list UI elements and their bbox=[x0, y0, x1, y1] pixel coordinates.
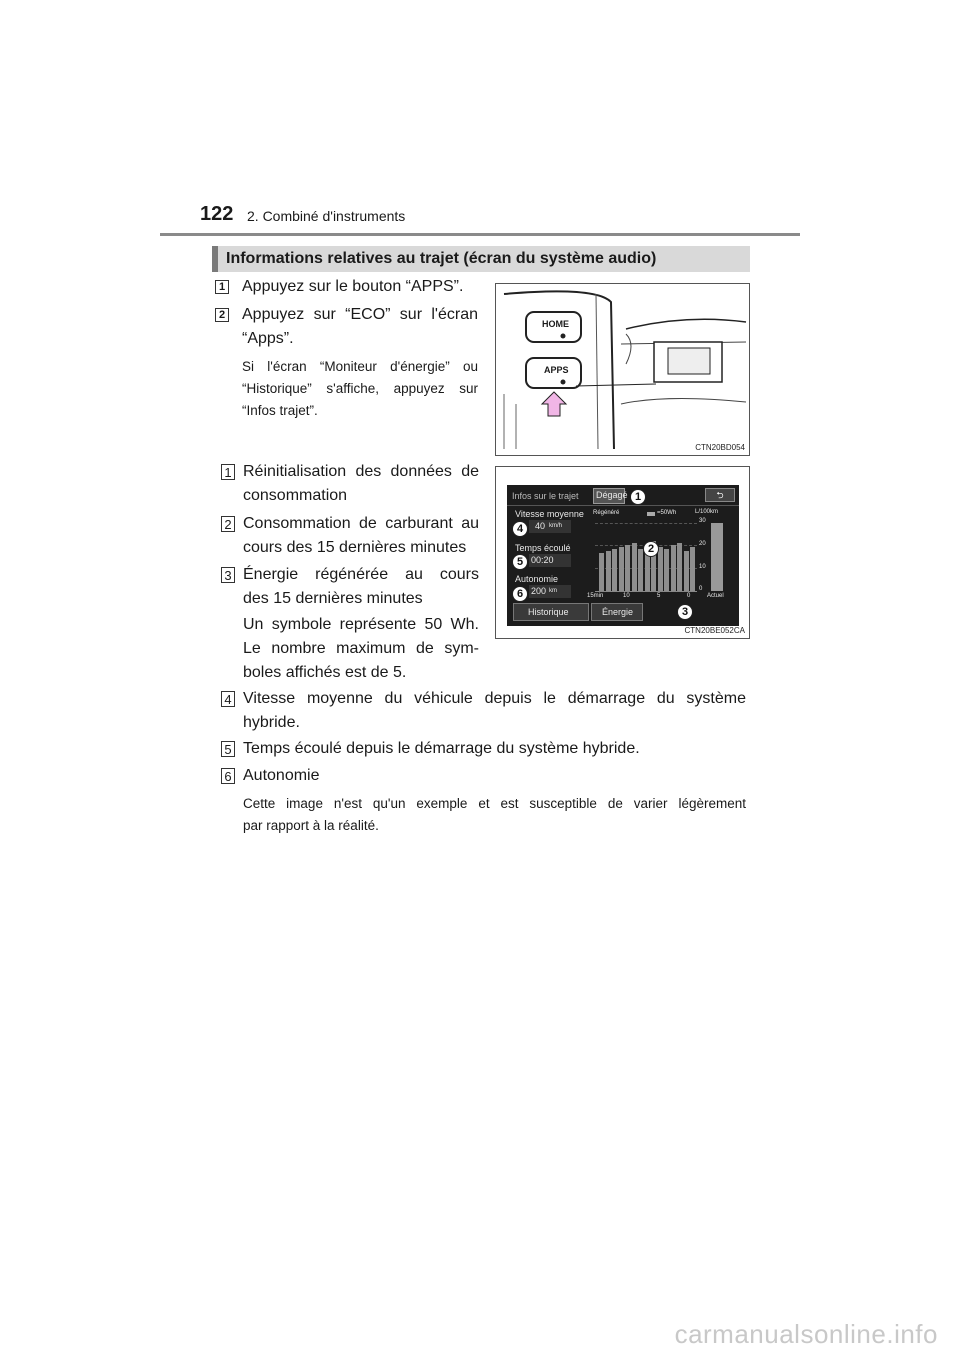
unit-label: L/100km bbox=[695, 509, 719, 515]
section-heading: Informations relatives au trajet (écran du système audio) bbox=[212, 246, 750, 272]
item-3-extra-1: Un symbole représente 50 Wh. bbox=[243, 616, 479, 633]
callout-2: 2 bbox=[643, 541, 659, 557]
figure-apps-button bbox=[495, 283, 750, 456]
y-tick-30: 30 bbox=[699, 518, 706, 524]
current-label: Actuel bbox=[707, 593, 724, 599]
consumption-bar bbox=[658, 547, 663, 591]
item-1-marker: 1 bbox=[221, 464, 235, 480]
consumption-bar bbox=[612, 549, 617, 591]
consumption-bar bbox=[677, 543, 682, 591]
item-5-line-1: Temps écoulé depuis le démarrage du système hybride. bbox=[243, 740, 640, 757]
elapsed-time-label: Temps écoulé bbox=[515, 543, 571, 553]
item-4-marker: 4 bbox=[221, 691, 235, 707]
y-tick-10: 10 bbox=[699, 564, 706, 570]
trip-info-title: Infos sur le trajet bbox=[512, 491, 579, 501]
item-1-line-1: Réinitialisation des données de bbox=[243, 463, 479, 480]
item-3-marker: 3 bbox=[221, 567, 235, 583]
avg-speed-label: Vitesse moyenne bbox=[515, 509, 584, 519]
callout-3: 3 bbox=[677, 604, 693, 620]
consumption-bar bbox=[599, 553, 604, 591]
consumption-bar bbox=[684, 551, 689, 591]
step-2-marker: 2 bbox=[215, 308, 229, 322]
figure-1-code: CTN20BD054 bbox=[695, 443, 745, 452]
consumption-chart bbox=[595, 523, 697, 592]
range-label: Autonomie bbox=[515, 574, 559, 584]
footnote-line-1: Cette image n'est qu'un exemple et est susceptible de varier légèrement bbox=[243, 796, 746, 811]
item-5-marker: 5 bbox=[221, 741, 235, 757]
item-2-marker: 2 bbox=[221, 516, 235, 532]
consumption-bar bbox=[645, 551, 650, 591]
avg-speed-unit: km/h bbox=[549, 523, 563, 529]
energy-button bbox=[591, 603, 643, 621]
item-2-line-2: cours des 15 dernières minutes bbox=[243, 539, 467, 556]
consumption-bar bbox=[664, 549, 669, 591]
callout-4: 4 bbox=[512, 521, 528, 537]
item-6-line-1: Autonomie bbox=[243, 767, 320, 784]
consumption-bar bbox=[619, 547, 624, 591]
note-line-2: “Historique” s'affiche, appuyez sur bbox=[242, 381, 478, 396]
chapter-title: 2. Combiné d'instruments bbox=[247, 208, 406, 224]
item-4-line-1: Vitesse moyenne du véhicule depuis le démarrage du système bbox=[243, 690, 746, 707]
apps-button-label: APPS bbox=[544, 365, 569, 375]
regen-legend: =50Wh bbox=[657, 510, 677, 516]
consumption-bar bbox=[671, 545, 676, 591]
consumption-bar bbox=[632, 543, 637, 591]
item-2-line-1: Consommation de carburant au bbox=[243, 515, 479, 532]
consumption-bar bbox=[638, 549, 643, 591]
callout-6: 6 bbox=[512, 586, 528, 602]
range-value: 200 bbox=[531, 586, 547, 596]
figure-trip-info-screen bbox=[495, 466, 750, 639]
home-button-label: HOME bbox=[542, 319, 569, 329]
consumption-bar bbox=[606, 551, 611, 591]
figure-2-code: CTN20BE052CA bbox=[684, 626, 745, 635]
clear-button bbox=[593, 488, 628, 504]
footnote-line-2: par rapport à la réalité. bbox=[243, 818, 379, 833]
note-line-3: “Infos trajet”. bbox=[242, 403, 318, 418]
x-tick-5: 5 bbox=[657, 593, 661, 599]
history-button bbox=[513, 603, 589, 621]
y-tick-20: 20 bbox=[699, 541, 706, 547]
dashboard-illustration bbox=[496, 284, 749, 455]
regen-label: Régénéré bbox=[593, 510, 620, 516]
callout-5: 5 bbox=[512, 554, 528, 570]
y-tick-0: 0 bbox=[699, 586, 703, 592]
item-3-line-2: des 15 dernières minutes bbox=[243, 590, 423, 607]
consumption-bar bbox=[690, 547, 695, 591]
range-unit: km bbox=[549, 588, 557, 594]
back-arrow-icon: ⮌ bbox=[705, 488, 735, 502]
step-2-text-line1: Appuyez sur “ECO” sur l'écran bbox=[242, 306, 478, 323]
item-1-line-2: consommation bbox=[243, 487, 348, 504]
step-1-text: Appuyez sur le bouton “APPS”. bbox=[242, 278, 464, 295]
trip-info-display bbox=[507, 485, 739, 626]
avg-speed-value: 40 bbox=[535, 521, 546, 531]
history-button-label: Historique bbox=[528, 607, 569, 617]
consumption-bar bbox=[625, 545, 630, 591]
item-6-marker: 6 bbox=[221, 768, 235, 784]
x-tick-10: 10 bbox=[623, 593, 630, 599]
item-3-extra-2: Le nombre maximum de sym- bbox=[243, 640, 479, 657]
item-4-line-2: hybride. bbox=[243, 714, 300, 731]
x-tick-0: 0 bbox=[687, 593, 691, 599]
watermark: carmanualsonline.info bbox=[674, 1319, 938, 1349]
item-3-line-1: Énergie régénérée au cours bbox=[243, 566, 479, 583]
callout-1: 1 bbox=[630, 489, 646, 505]
step-1-marker: 1 bbox=[215, 280, 229, 294]
step-2-text-line2: “Apps”. bbox=[242, 330, 294, 347]
current-consumption-bar bbox=[711, 523, 723, 591]
page-number: 122 bbox=[200, 203, 234, 225]
energy-button-label: Énergie bbox=[602, 607, 634, 617]
elapsed-time-value: 00:20 bbox=[531, 555, 554, 565]
clear-button-label: Dégagé bbox=[596, 490, 628, 500]
item-3-extra-3: boles affichés est de 5. bbox=[243, 664, 407, 681]
regen-symbol-icon bbox=[647, 512, 655, 516]
header-rule bbox=[160, 233, 800, 236]
note-line-1: Si l'écran “Moniteur d'énergie” ou bbox=[242, 359, 478, 374]
x-tick-15min: 15min bbox=[587, 593, 604, 599]
